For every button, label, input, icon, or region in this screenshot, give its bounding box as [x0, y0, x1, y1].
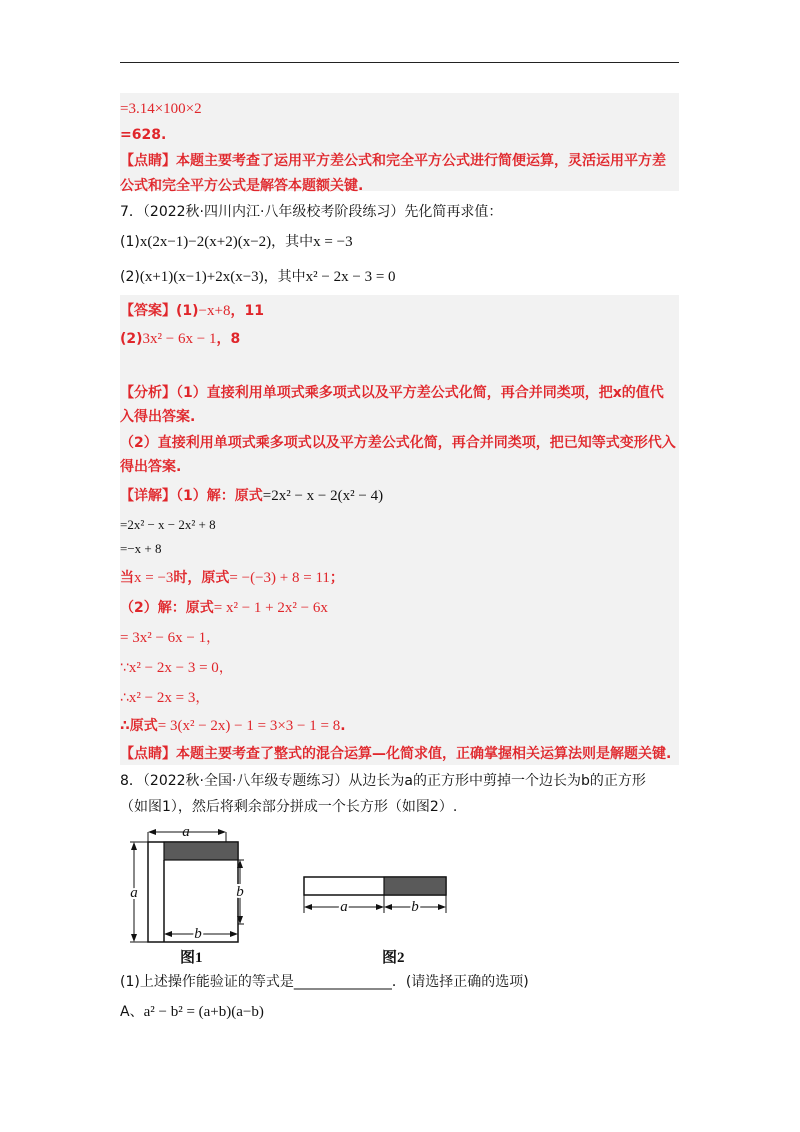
detail-line-2: =2x² − x − 2x² + 8 — [120, 517, 216, 532]
detail-line-8: ∴x² − 2x = 3， — [120, 690, 210, 706]
comment-line-2: 公式和完全平方公式是解答本题额关键. — [120, 178, 364, 194]
calc-line-1: =3.14×100×2 — [120, 101, 202, 117]
q7-header: 7．（2022秋·四川内江·八年级校考阶段练习）先化简再求值： — [120, 204, 503, 220]
answer-line-1: 【答案】(1)−x+8，11 — [120, 303, 264, 319]
fig1-label-a-left: a — [130, 885, 138, 901]
fig1-caption: 图1 — [180, 950, 203, 966]
detail-line-5: （2）解：原式= x² − 1 + 2x² − 6x — [120, 600, 328, 616]
q7-part2: (2)(x+1)(x−1)+2x(x−3)，其中x² − 2x − 3 = 0 — [120, 269, 396, 285]
fig2-caption: 图2 — [382, 950, 405, 966]
analysis-line-1: 【分析】（1）直接利用单项式乘多项式以及平方差公式化简，再合并同类项，把x的值代 — [120, 385, 664, 401]
answer-line-2: (2)3x² − 6x − 1，8 — [120, 331, 241, 347]
detail-line-9: ∴原式= 3(x² − 2x) − 1 = 3×3 − 1 = 8. — [120, 718, 346, 734]
q8-sub1: (1)上述操作能验证的等式是______________．(请选择正确的选项) — [120, 974, 529, 990]
detail-line-1: 【详解】（1）解：原式=2x² − x − 2(x² − 4) — [120, 488, 384, 504]
detail-comment: 【点睛】本题主要考查了整式的混合运算—化简求值，正确掌握相关运算法则是解题关键. — [120, 746, 672, 762]
figure-1 — [120, 820, 280, 970]
calc-line-2: =628. — [120, 127, 167, 143]
q7-part1: (1)x(2x−1)−2(x+2)(x−2)，其中x = −3 — [120, 234, 353, 250]
fig1-label-a-top: a — [182, 824, 190, 840]
detail-line-6: = 3x² − 6x − 1， — [120, 630, 221, 646]
fig2-label-b: b — [411, 899, 419, 915]
q8-header-line-1: 8．（2022秋·全国·八年级专题练习）从边长为a的正方形中剪掉一个边长为b的正方形 — [120, 773, 646, 789]
fig2-label-a: a — [340, 899, 348, 915]
figure-2 — [300, 865, 460, 970]
q8-option-a[interactable]: A、a² − b² = (a+b)(a−b) — [120, 1004, 264, 1020]
detail-line-3: =−x + 8 — [120, 541, 162, 556]
comment-line-1: 【点睛】本题主要考查了运用平方差公式和完全平方公式进行简便运算，灵活运用平方差 — [120, 153, 666, 169]
detail-line-7: ∵x² − 2x − 3 = 0， — [120, 660, 233, 676]
analysis-line-1b: 入得出答案. — [120, 409, 196, 425]
fig1-label-b-right: b — [236, 884, 244, 900]
analysis-line-2b: 得出答案. — [120, 459, 182, 475]
detail-line-4: 当x = −3时，原式= −(−3) + 8 = 11； — [120, 570, 344, 586]
header-rule — [120, 62, 679, 63]
fig1-label-b-bottom: b — [194, 926, 202, 942]
analysis-line-2: （2）直接利用单项式乘多项式以及平方差公式化简，再合并同类项，把已知等式变形代入 — [120, 435, 676, 451]
q8-header-line-2: （如图1），然后将剩余部分拼成一个长方形（如图2）. — [120, 799, 458, 815]
